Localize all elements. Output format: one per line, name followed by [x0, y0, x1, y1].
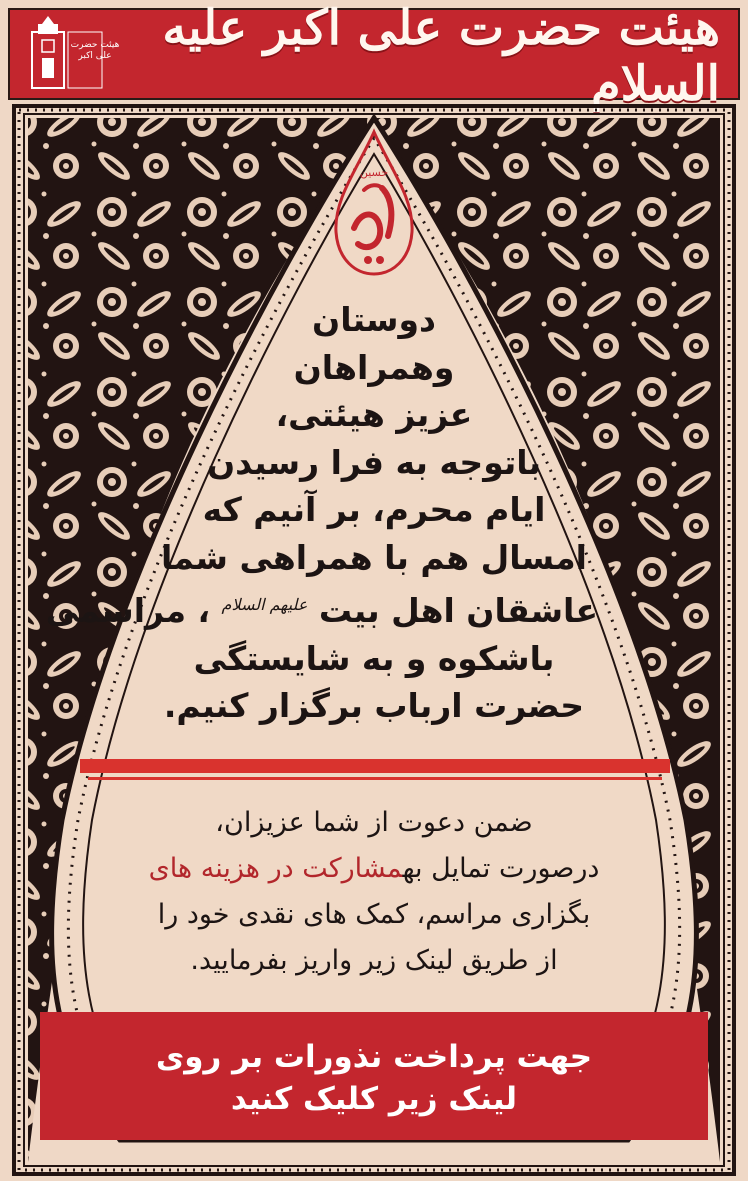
cta-text — [40, 1036, 708, 1120]
message-line: عزیز هیئتی، — [275, 395, 473, 434]
calligraphy-text: حسین — [359, 166, 389, 179]
invite-line: ضمن دعوت از شما عزیزان، — [215, 807, 533, 838]
heyat-logo — [24, 14, 120, 98]
invite-highlight: مشارکت در هزینه های — [148, 853, 403, 884]
header-banner — [8, 0, 740, 112]
divider-thin — [88, 777, 662, 780]
message-line: ، مراسمی — [45, 591, 211, 630]
logo-text: هیئت حضرت علی اکبر — [70, 40, 120, 61]
invite-text: درصورت تمایل به — [402, 853, 600, 884]
header-title: هیئت حضرت علی اکبر علیه السلام — [162, 0, 720, 112]
blessing-mark: علیهم السلام — [221, 595, 308, 614]
message-line: عاشقان اهل بیت — [318, 591, 598, 630]
message-line: حضرت ارباب برگزار کنیم. — [163, 686, 585, 725]
invite-line-2 — [110, 846, 638, 892]
message-line: باتوجه به فرا رسیدن — [206, 442, 542, 482]
message-line: امسال هم با همراهی شما — [161, 537, 587, 577]
cta-line: جهت پرداخت نذورات بر روی — [155, 1039, 593, 1075]
donation-link-button[interactable] — [40, 1012, 708, 1140]
main-message — [45, 296, 598, 730]
message-line: باشکوه و به شایستگی — [193, 638, 555, 678]
invite-line: بگزاری مراسم، کمک های نقدی خود را — [157, 899, 591, 930]
invite-line: از طریق لینک زیر واریز بفرمایید. — [190, 945, 558, 976]
invitation-text — [110, 800, 638, 984]
message-line: وهمراهان — [293, 347, 455, 387]
cta-line: لینک زیر کلیک کنید — [230, 1081, 518, 1117]
message-line: دوستان — [312, 300, 436, 339]
message-line: ایام محرم، بر آنیم که — [202, 490, 546, 529]
message-line-with-blessing — [45, 581, 598, 635]
calligraphy-icon — [328, 128, 420, 278]
divider — [80, 759, 670, 773]
